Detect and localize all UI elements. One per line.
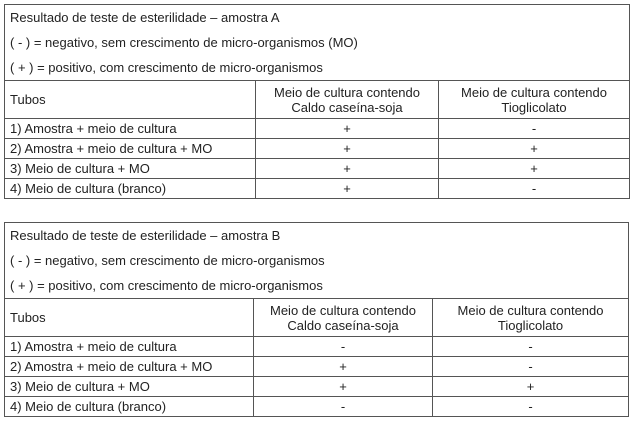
table-row: [5, 377, 629, 397]
header-tubos: Tubos: [5, 81, 256, 119]
header-line: Tioglicolato: [501, 99, 567, 115]
result-tioglicolato: -: [439, 179, 630, 199]
result-caseina-soja: +: [256, 159, 439, 179]
legend-negative-row: [5, 248, 629, 273]
result-caseina-soja: +: [254, 357, 433, 377]
result-tioglicolato: -: [433, 357, 629, 377]
sterility-table-sample-b: [4, 222, 629, 417]
legend-positive-row: [5, 273, 629, 299]
table-title: Resultado de teste de esterilidade – amostra A: [5, 5, 630, 31]
tube-cell: 4) Meio de cultura (branco): [5, 179, 256, 199]
header-tioglicolato: [439, 81, 630, 119]
table-row: [5, 357, 629, 377]
result-tioglicolato: -: [439, 119, 630, 139]
header-tubos: Tubos: [5, 299, 254, 337]
result-tioglicolato: -: [433, 337, 629, 357]
tube-cell: 2) Amostra + meio de cultura + MO: [5, 357, 254, 377]
header-caseina-soja: [256, 81, 439, 119]
table-title: Resultado de teste de esterilidade – amostra B: [5, 223, 629, 249]
tube-cell: 3) Meio de cultura + MO: [5, 377, 254, 397]
legend-positive: ( + ) = positivo, com crescimento de micro-organismos: [5, 55, 630, 81]
legend-negative: ( - ) = negativo, sem crescimento de micro-organismos (MO): [5, 30, 630, 55]
sterility-table-sample-a: [4, 4, 630, 199]
legend-negative: ( - ) = negativo, sem crescimento de micro-organismos: [5, 248, 629, 273]
legend-positive: ( + ) = positivo, com crescimento de micro-organismos: [5, 273, 629, 299]
result-caseina-soja: +: [254, 377, 433, 397]
table-title-row: [5, 5, 630, 31]
result-caseina-soja: -: [254, 337, 433, 357]
header-line: Tioglicolato: [497, 317, 564, 333]
table-row: [5, 179, 630, 199]
result-caseina-soja: -: [254, 397, 433, 417]
result-tioglicolato: +: [439, 159, 630, 179]
header-line: Meio de cultura contendo: [461, 84, 607, 100]
result-caseina-soja: +: [256, 179, 439, 199]
result-tioglicolato: +: [439, 139, 630, 159]
header-line: Meio de cultura contendo: [274, 84, 420, 100]
result-tioglicolato: -: [433, 397, 629, 417]
header-tioglicolato: [433, 299, 629, 337]
tube-cell: 2) Amostra + meio de cultura + MO: [5, 139, 256, 159]
header-row: [5, 299, 629, 337]
tube-cell: 1) Amostra + meio de cultura: [5, 119, 256, 139]
header-line: Meio de cultura contendo: [270, 302, 416, 318]
tube-cell: 3) Meio de cultura + MO: [5, 159, 256, 179]
table-row: [5, 397, 629, 417]
tube-cell: 1) Amostra + meio de cultura: [5, 337, 254, 357]
header-line: Caldo caseína-soja: [291, 99, 403, 115]
tube-cell: 4) Meio de cultura (branco): [5, 397, 254, 417]
header-line: Meio de cultura contendo: [457, 302, 604, 318]
table-row: [5, 139, 630, 159]
table-row: [5, 159, 630, 179]
table-row: [5, 119, 630, 139]
legend-negative-row: [5, 30, 630, 55]
header-line: Caldo caseína-soja: [287, 317, 399, 333]
result-caseina-soja: +: [256, 119, 439, 139]
header-row: [5, 81, 630, 119]
result-caseina-soja: +: [256, 139, 439, 159]
table-title-row: [5, 223, 629, 249]
legend-positive-row: [5, 55, 630, 81]
header-caseina-soja: [254, 299, 433, 337]
table-row: [5, 337, 629, 357]
result-tioglicolato: +: [433, 377, 629, 397]
